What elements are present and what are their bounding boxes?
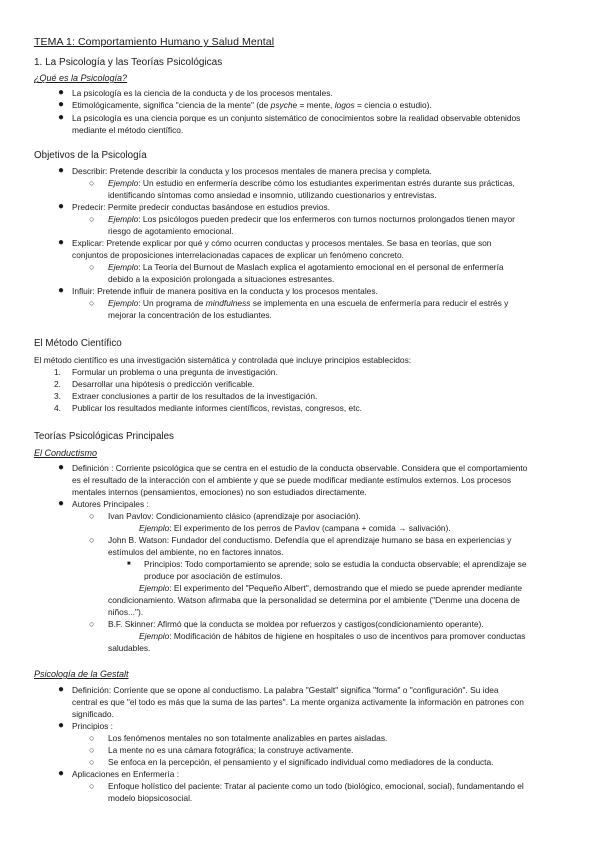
principle-item: Los fenómenos mentales no son totalmente analizables en partes aisladas. xyxy=(108,733,388,743)
step-text: Publicar los resultados mediante informes científicos, revistas, congresos, etc. xyxy=(72,403,362,413)
example-text: Ejemplo: Los psicólogos pueden predecir que los enfermeros con turnos nocturnos prolongados tienen mayor xyxy=(108,214,515,224)
circle-bullet-icon: ○ xyxy=(89,733,95,743)
list-item-continued: es el resultado de la interacción con el ambiente y que se puede modificar mediante estímulos externos. Los procesos xyxy=(72,475,512,485)
example-text: Ejemplo: El experimento de los perros de Pavlov (campana + comida → salivación). xyxy=(139,523,451,533)
list-item: Definición: Corriente que se opone al conductismo. La palabra "Gestalt" significa "forma" o "configuración". Su idea xyxy=(72,685,499,695)
example-text-continued: mejorar la concentración de los estudiantes. xyxy=(108,310,272,320)
list-item-continued: conjuntos de proposiciones interrelacionadas capaces de explicar un fenómeno concreto. xyxy=(72,250,404,260)
subheading-que-es: ¿Qué es la Psicología? xyxy=(34,73,128,83)
bullet-icon: ● xyxy=(58,768,65,779)
circle-bullet-icon: ○ xyxy=(89,757,95,767)
example-text: Ejemplo: Un estudio en enfermería describe cómo los estudiantes experimentan estrés durante sus prácticas, xyxy=(108,178,515,188)
circle-bullet-icon: ○ xyxy=(89,535,95,545)
list-item: Etimológicamente, significa "ciencia de la mente" (de psyche = mente, logos = ciencia o estudio). xyxy=(72,100,432,110)
author-item-continued: estímulos del ambiente, no en factores innatos. xyxy=(108,547,284,557)
step-text: Extraer conclusiones a partir de los resultados de la investigación. xyxy=(72,391,318,401)
example-text-continued: debido a la exposición prolongada a situaciones estresantes. xyxy=(108,274,335,284)
list-item-continued: significado. xyxy=(72,709,114,719)
section-heading-metodo: El Método Científico xyxy=(34,338,122,349)
example-text-continued: identificando síntomas como ansiedad e insomnio, utilizando cuestionarios y entrevistas. xyxy=(108,190,437,200)
example-text-continued: condicionamiento. Watson afirmaba que la personalidad se determina por el ambiente ("Denme una docena de xyxy=(108,595,520,605)
bullet-icon: ● xyxy=(58,498,65,509)
example-text-continued: niños..."). xyxy=(108,607,144,617)
principle-item-continued: produce por asociación de estímulos. xyxy=(144,571,283,581)
principle-item: La mente no es una cámara fotográfica; la construye activamente. xyxy=(108,745,354,755)
circle-bullet-icon: ○ xyxy=(89,298,95,308)
step-number: 1. xyxy=(54,367,61,377)
list-item: Describir: Pretende describir la conducta y los procesos mentales de manera precisa y completa. xyxy=(72,166,432,176)
bullet-icon: ● xyxy=(58,684,65,695)
section-heading-teorias: Teorías Psicológicas Principales xyxy=(34,431,174,442)
section-heading-objetivos: Objetivos de la Psicología xyxy=(34,150,147,161)
list-item: La psicología es la ciencia de la conducta y de los procesos mentales. xyxy=(72,88,333,98)
subheading-gestalt: Psicología de la Gestalt xyxy=(34,669,129,679)
bullet-icon: ● xyxy=(58,285,65,296)
list-item: Influir: Pretende influir de manera positiva en la conducta y los procesos mentales. xyxy=(72,286,378,296)
circle-bullet-icon: ○ xyxy=(89,781,95,791)
step-text: Formular un problema o una pregunta de investigación. xyxy=(72,367,278,377)
step-number: 4. xyxy=(54,403,61,413)
list-item: Predecir: Permite predecir conductas basándose en estudios previos. xyxy=(72,202,330,212)
application-item-continued: modelo biopsicosocial. xyxy=(108,793,193,803)
bullet-icon: ● xyxy=(58,237,65,248)
paragraph: El método científico es una investigación sistemática y controlada que incluye principios establecidos: xyxy=(34,355,412,365)
example-text-continued: saludables. xyxy=(108,643,151,653)
bullet-icon: ● xyxy=(58,165,65,176)
bullet-icon: ● xyxy=(58,87,65,98)
author-item: Ivan Pavlov: Condicionamiento clásico (aprendizaje por asociación). xyxy=(108,511,361,521)
example-text-continued: riesgo de agotamiento emocional. xyxy=(108,226,234,236)
author-item: John B. Watson: Fundador del conductismo. Defendía que el aprendizaje humano se basa en experiencias y xyxy=(108,535,512,545)
step-text: Desarrollar una hipótesis o predicción verificable. xyxy=(72,379,255,389)
circle-bullet-icon: ○ xyxy=(89,745,95,755)
document-title: TEMA 1: Comportamiento Humano y Salud Mental xyxy=(34,36,275,48)
bullet-icon: ● xyxy=(58,720,65,731)
square-bullet-icon: ■ xyxy=(127,561,131,567)
list-item: La psicología es una ciencia porque es un conjunto sistemático de conocimientos sobre la realidad observable obtenidos xyxy=(72,113,521,123)
circle-bullet-icon: ○ xyxy=(89,262,95,272)
application-item: Enfoque holístico del paciente: Tratar al paciente como un todo (biológico, emocional, social), fundamentando el xyxy=(108,781,524,791)
list-item-continued: mediante el método científico. xyxy=(72,125,184,135)
circle-bullet-icon: ○ xyxy=(89,178,95,188)
list-item: Explicar: Pretende explicar por qué y cómo ocurren conductas y procesos mentales. Se basa en teorías, que son xyxy=(72,238,492,248)
author-item: B.F. Skinner: Afirmó que la conducta se moldea por refuerzos y castigos(condicionamiento operante). xyxy=(108,619,484,629)
subheading-conductismo: El Conductismo xyxy=(34,448,98,458)
list-item: Aplicaciones en Enfermería : xyxy=(72,769,180,779)
example-text: Ejemplo: Un programa de mindfulness se implementa en una escuela de enfermería para reducir el estrés y xyxy=(108,298,509,308)
circle-bullet-icon: ○ xyxy=(89,511,95,521)
bullet-icon: ● xyxy=(58,201,65,212)
circle-bullet-icon: ○ xyxy=(89,619,95,629)
bullet-icon: ● xyxy=(58,99,65,110)
list-item: Principios : xyxy=(72,721,113,731)
step-number: 3. xyxy=(54,391,61,401)
section-heading-psicologia: 1. La Psicología y las Teorías Psicológicas xyxy=(34,57,223,68)
principle-item: Principios: Todo comportamiento se aprende; solo se estudia la conducta observable; el aprendizaje se xyxy=(144,559,527,569)
example-text: Ejemplo: La Teoría del Burnout de Maslach explica el agotamiento emocional en el personal de enfermería xyxy=(108,262,504,272)
step-number: 2. xyxy=(54,379,61,389)
list-item-continued: central es que "el todo es más que la suma de las partes". La mente organiza activamente la información en patrones con xyxy=(72,697,524,707)
bullet-icon: ● xyxy=(58,112,65,123)
list-item: Autores Principales : xyxy=(72,499,149,509)
circle-bullet-icon: ○ xyxy=(89,214,95,224)
example-text: Ejemplo: El experimento del "Pequeño Albert", demostrando que el miedo se puede aprender mediante xyxy=(139,583,523,593)
list-item-continued: mentales internos (pensamientos, emociones) no son estudiados directamente. xyxy=(72,487,367,497)
principle-item: Se enfoca en la percepción, el pensamiento y el significado individual como mediadores de la conducta. xyxy=(108,757,494,767)
example-text: Ejemplo: Modificación de hábitos de higiene en hospitales o uso de incentivos para promover conductas xyxy=(139,631,526,641)
bullet-icon: ● xyxy=(58,462,65,473)
list-item: Definición : Corriente psicológica que se centra en el estudio de la conducta observable. Considera que el comportamiento xyxy=(72,463,528,473)
